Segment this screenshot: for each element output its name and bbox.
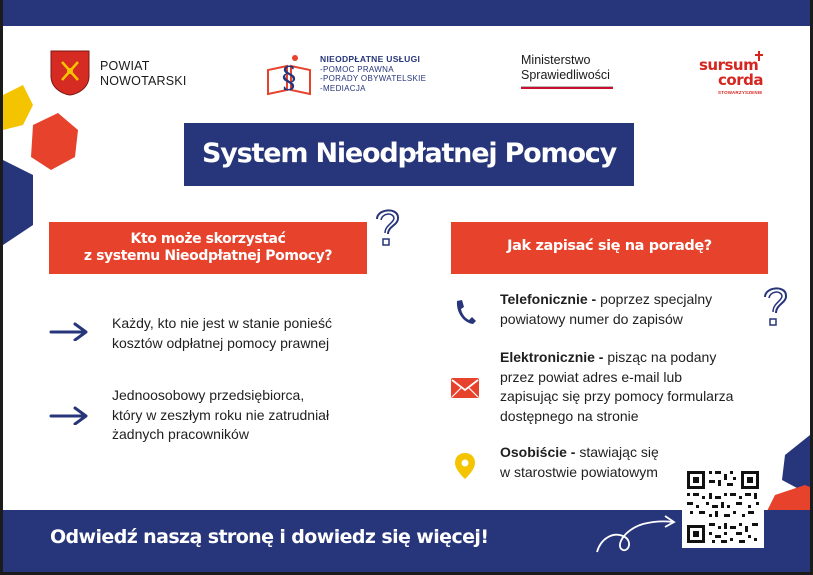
arrow-right-icon [49, 321, 89, 341]
left-heading-line2: z systemu Nieodpłatnej Pomocy? [83, 248, 333, 264]
left-item-1-line1: Każdy, kto nie jest w stanie ponieść [112, 315, 332, 331]
nieodplatne-uslugi-logo [265, 52, 435, 98]
left-item-2 [112, 386, 329, 445]
email-text4: dostępnego na stronie [500, 407, 639, 424]
paragraph-book-icon [265, 52, 313, 98]
nu-logo-item: -POMOC PRAWNA [320, 64, 394, 74]
nu-logo-item: -PORADY OBYWATELSKIE [320, 74, 427, 83]
phone-label: Telefonicznie - [500, 291, 597, 307]
arrow-right-icon [49, 405, 89, 425]
phone-text1: poprzez specjalny [596, 291, 713, 307]
envelope-icon [451, 378, 479, 398]
sc-line3: STOWARZYSZENIE [718, 90, 763, 95]
phone-icon [454, 299, 476, 325]
email-text3: zapisując się przy pomocy formularza [500, 388, 734, 404]
right-heading: Jak zapisać się na poradę? [507, 238, 712, 254]
top-bar [3, 0, 810, 26]
question-mark-icon [759, 285, 793, 331]
left-item-1-line2: kosztów odpłatnej pomocy prawnej [112, 334, 330, 351]
sc-line1: sursum [699, 56, 759, 74]
coat-of-arms-icon [50, 50, 90, 96]
right-item-email [500, 348, 733, 426]
qr-code[interactable] [682, 466, 764, 548]
right-heading-box [451, 222, 768, 274]
footer-cta: Odwiedź naszą stronę i dowiedz się więcej! [50, 526, 489, 548]
powiat-logo-line1: POWIAT [100, 59, 150, 73]
powiat-nowotarski-logo [50, 50, 200, 96]
nu-logo-item: -MEDIACJA [320, 83, 366, 93]
in-person-text1: stawiając się [575, 444, 659, 460]
location-pin-icon [455, 453, 475, 479]
email-text1: pisząc na podany [603, 349, 717, 365]
sc-line2: corda [718, 71, 763, 89]
poster [3, 0, 810, 572]
polish-flag-stripe [521, 86, 613, 91]
left-heading-line1: Kto może skorzystać [130, 231, 286, 247]
left-item-2-line3: żadnych pracowników [112, 426, 249, 442]
decorative-hexagons-left [3, 85, 83, 245]
right-item-in-person [500, 443, 659, 482]
email-text2: przez powiat adres e-mail lub [500, 368, 683, 385]
question-mark-icon [371, 207, 405, 251]
page-title: System Nieodpłatnej Pomocy [202, 138, 616, 169]
ministry-line1: Ministerstwo [521, 53, 591, 67]
in-person-text2: w starostwie powiatowym [500, 463, 658, 480]
powiat-logo-line2: NOWOTARSKI [100, 74, 187, 88]
left-item-2-line2: który w zeszłym roku nie zatrudniał [112, 406, 330, 423]
right-item-phone [500, 290, 712, 329]
nu-logo-title: NIEODPŁATNE USŁUGI [320, 54, 421, 64]
email-label: Elektronicznie - [500, 349, 604, 365]
heart-cross-icon [754, 51, 764, 61]
ministry-of-justice-logo [521, 53, 621, 91]
left-item-2-line1: Jednoosobowy przedsiębiorca, [112, 387, 305, 403]
left-heading-box [49, 222, 367, 274]
phone-text2: powiatowy numer do zapisów [500, 310, 683, 327]
svg-text:§: § [281, 61, 297, 96]
ministry-line2: Sprawiedliwości [521, 68, 610, 82]
in-person-label: Osobiście - [500, 444, 576, 460]
sursum-corda-logo [696, 50, 786, 96]
curly-arrow-icon [593, 512, 683, 554]
left-item-1 [112, 314, 332, 353]
